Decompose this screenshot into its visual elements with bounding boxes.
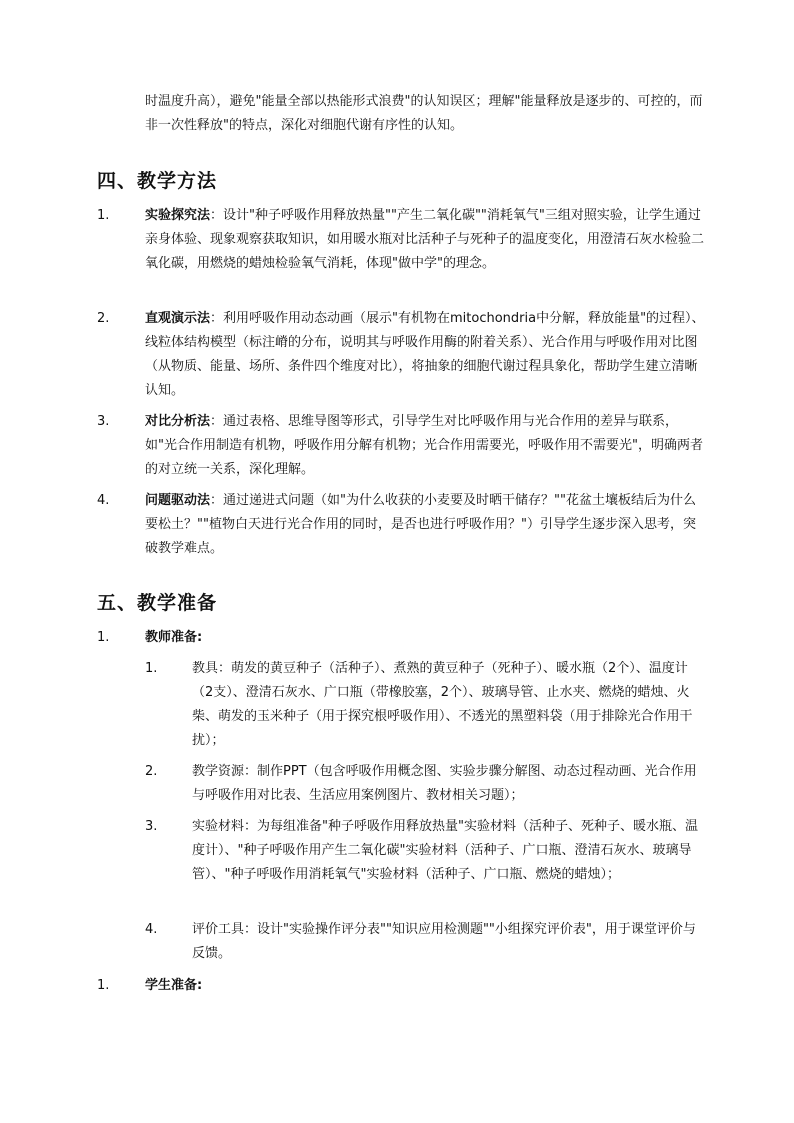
item-colon: :	[197, 978, 203, 993]
list-item	[145, 307, 705, 403]
item-text: ：设计"种子呼吸作用释放热量""产生二氧化碳""消耗氧气"三组对照实验，让学生通过亲身体验、现象观察获取知识，如用暖水瓶对比活种子与死种子的温度变化，用澄清石灰水检验二氧化碳，用燃烧的蜡烛检验氧气消耗，体现"做中学"的理念。	[145, 208, 705, 271]
list-number: 1.	[97, 208, 110, 223]
intro-text: 时温度升高），避免"能量全部以热能形式浪费"的认知误区；理解"能量释放是逐步的、可控的，而非一次性释放"的特点，深化对细胞代谢有序性的认知。	[145, 94, 703, 133]
list-number: 4.	[97, 493, 110, 508]
sublist-item: 教学资源：制作PPT（包含呼吸作用概念图、实验步骤分解图、动态过程动画、光合作用与呼吸作用对比表、生活应用案例图片、教材相关习题）；	[192, 764, 697, 803]
item-label: 直观演示法	[145, 311, 211, 326]
list-item	[145, 626, 705, 650]
list-item	[145, 974, 705, 998]
item-text: ：利用呼吸作用动态动画（展示"有机物在mitochondria中分解，释放能量"的过程）、线粒体结构模型（标注嵴的分布，说明其与呼吸作用酶的附着关系）、光合作用与呼吸作用对比图（从物质、能量、场所、条件四个维度对比），将抽象的细胞代谢过程具象化，帮助学生建立清晰认知。	[145, 311, 705, 398]
sublist-number: 3.	[145, 819, 158, 834]
item-text: ：通过表格、思维导图等形式，引导学生对比呼吸作用与光合作用的差异与联系，如"光合作用制造有机物，呼吸作用分解有机物；光合作用需要光，呼吸作用不需要光"，明确两者的对立统一关系，深化理解。	[145, 414, 703, 477]
list-number: 3.	[97, 414, 110, 429]
list-item	[145, 489, 705, 561]
sublist-item: 实验材料：为每组准备"种子呼吸作用释放热量"实验材料（活种子、死种子、暖水瓶、温度计）、"种子呼吸作用产生二氧化碳"实验材料（活种子、广口瓶、澄清石灰水、玻璃导管）、"种子呼吸作用消耗氧气"实验材料（活种子、广口瓶、燃烧的蜡烛）；	[192, 819, 698, 882]
item-label: 教师准备	[145, 630, 198, 645]
item-colon: :	[197, 630, 203, 645]
item-label: 实验探究法	[145, 208, 211, 223]
list-number: 1.	[97, 978, 110, 993]
item-text: ：通过递进式问题（如"为什么收获的小麦要及时晒干储存？""花盆土壤板结后为什么要松土？""植物白天进行光合作用的同时，是否也进行呼吸作用？"）引导学生逐步深入思考，突破教学难点。	[145, 493, 696, 556]
intro-paragraph	[145, 90, 705, 138]
sublist-item: 教具：萌发的黄豆种子（活种子）、煮熟的黄豆种子（死种子）、暖水瓶（2个）、温度计（2支）、澄清石灰水、广口瓶（带橡胶塞，2个）、玻璃导管、止水夹、燃烧的蜡烛、火柴、萌发的玉米种子（用于探究根呼吸作用）、不透光的黑塑料袋（用于排除光合作用干扰）；	[192, 661, 693, 748]
sublist-number: 2.	[145, 764, 158, 779]
sublist-item: 评价工具：设计"实验操作评分表""知识应用检测题""小组探究评价表"，用于课堂评价与反馈。	[192, 922, 696, 961]
sublist-number: 1.	[145, 661, 158, 676]
item-label: 学生准备	[145, 978, 198, 993]
section-heading-teaching-methods: 四、教学方法	[97, 170, 218, 192]
list-item	[145, 410, 705, 482]
item-label: 对比分析法	[145, 414, 211, 429]
list-number: 1.	[97, 630, 110, 645]
sublist-number: 4.	[145, 922, 158, 937]
list-item	[145, 204, 705, 276]
item-label: 问题驱动法	[145, 493, 211, 508]
list-number: 2.	[97, 311, 110, 326]
section-heading-teaching-preparation: 五、教学准备	[97, 592, 218, 614]
